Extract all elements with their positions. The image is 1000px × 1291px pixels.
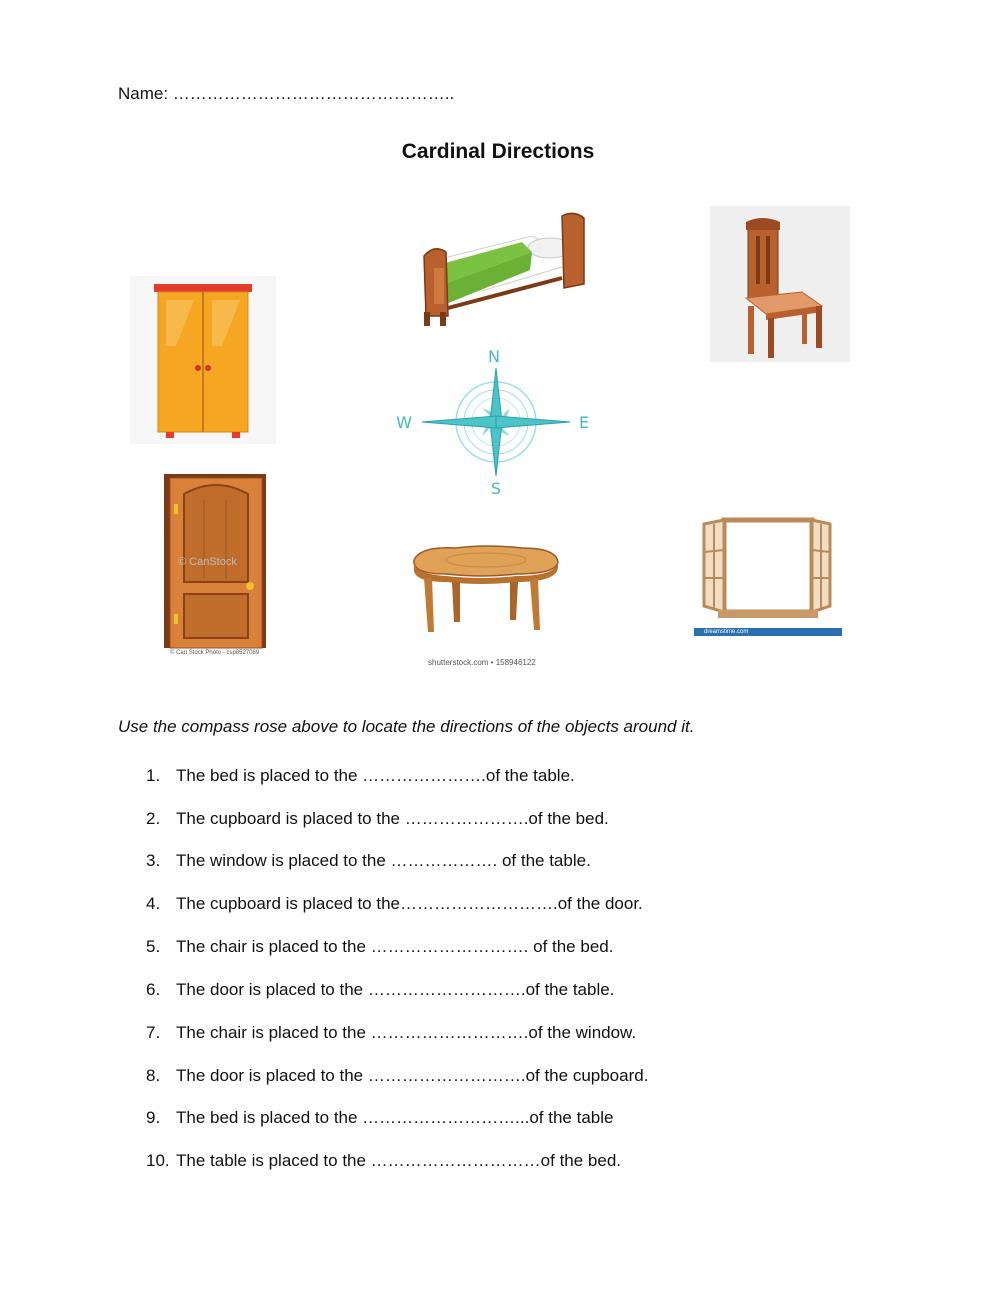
question-item: 8. The door is placed to the ……………………….of the cupboard. bbox=[146, 1066, 649, 1085]
compass-e-label: E bbox=[578, 413, 590, 432]
question-item: 7. The chair is placed to the ……………………….of the window. bbox=[146, 1023, 637, 1042]
question-item: 1. The bed is placed to the ………………….of the table. bbox=[146, 766, 575, 785]
chair-image bbox=[710, 206, 850, 362]
name-field-label: Name: ………………………………………….. bbox=[118, 84, 455, 103]
compass-n-label: N bbox=[488, 347, 500, 366]
question-item: 5. The chair is placed to the ………………………. of the bed. bbox=[146, 937, 614, 956]
compass-rose bbox=[386, 340, 596, 504]
table-image-credit: shutterstock.com • 158946122 bbox=[428, 658, 536, 667]
door-watermark: © CanStock bbox=[178, 556, 237, 568]
compass-w-label: W bbox=[396, 413, 412, 432]
window-image-credit: dreamstime.com bbox=[704, 629, 749, 635]
question-item: 9. The bed is placed to the ………………………...of the table bbox=[146, 1108, 614, 1127]
question-item: 6. The door is placed to the ……………………….of the table. bbox=[146, 980, 615, 999]
cupboard-image bbox=[130, 276, 276, 444]
question-item: 3. The window is placed to the ………………. of the table. bbox=[146, 851, 591, 870]
page-title: Cardinal Directions bbox=[401, 140, 595, 163]
question-item: 2. The cupboard is placed to the ………………….of the bed. bbox=[146, 809, 609, 828]
door-image-credit: © Can Stock Photo - csp8527089 bbox=[170, 650, 260, 656]
question-item: 4. The cupboard is placed to the……………………….of the door. bbox=[146, 894, 643, 913]
window-image bbox=[694, 516, 842, 640]
question-item: 10. The table is placed to the …………………………of the bed. bbox=[146, 1151, 622, 1170]
compass-s-label: S bbox=[490, 479, 502, 498]
instruction-text: Use the compass rose above to locate the directions of the objects around it. bbox=[118, 717, 695, 736]
bed-image bbox=[412, 206, 592, 336]
table-image bbox=[406, 540, 562, 636]
